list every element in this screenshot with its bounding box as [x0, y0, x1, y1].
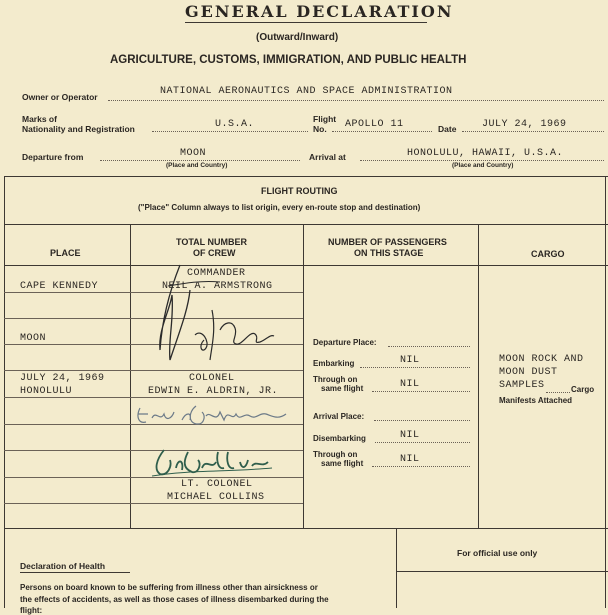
crew-armstrong-rank: COMMANDER	[187, 268, 246, 279]
aldrin-signature	[132, 398, 292, 432]
through-label-line2-arr: same flight	[321, 459, 364, 468]
arrival-place-label: Arrival Place:	[313, 412, 365, 421]
crew-armstrong-name: NEIL A. ARMSTRONG	[162, 281, 273, 292]
flight-value: APOLLO 11	[345, 119, 404, 130]
health-text-line1: Persons on board known to be suffering from illness other than airsickness or	[20, 583, 318, 592]
date-value: JULY 24, 1969	[482, 119, 567, 130]
col-divider-crew	[303, 224, 304, 528]
health-heading: Declaration of Health	[20, 561, 106, 571]
official-underline	[396, 571, 608, 572]
crew-aldrin-rank: COLONEL	[189, 373, 235, 384]
cargo-manifests: Manifests Attached	[499, 396, 573, 405]
disembarking-dotted	[375, 442, 470, 443]
through-value-dep: NIL	[400, 379, 420, 390]
through-dotted-dep	[372, 391, 470, 392]
marks-value: U.S.A.	[215, 119, 255, 130]
cargo-word: Cargo	[571, 385, 595, 394]
table-right-border	[605, 176, 606, 608]
place-date: JULY 24, 1969	[20, 373, 105, 384]
through-label-line2-dep: same flight	[321, 384, 364, 393]
departure-place-label: Departure Place:	[313, 338, 377, 347]
title-underline	[185, 22, 427, 23]
col-divider-place	[130, 224, 131, 528]
departure-dotted-line	[100, 160, 300, 161]
col-header-crew-line1: TOTAL NUMBER	[176, 237, 247, 247]
col-header-place: PLACE	[50, 248, 81, 258]
collins-signature	[148, 446, 278, 480]
crew-collins-rank: LT. COLONEL	[181, 479, 253, 490]
document-title: GENERAL DECLARATION	[185, 2, 454, 21]
owner-value: NATIONAL AERONAUTICS AND SPACE ADMINISTRATION	[160, 86, 453, 97]
cargo-line3: SAMPLES	[499, 380, 545, 391]
agencies-line: AGRICULTURE, CUSTOMS, IMMIGRATION, AND PUBLIC HEALTH	[110, 54, 467, 66]
col-divider-passengers	[478, 224, 479, 528]
cargo-line1: MOON ROCK AND	[499, 354, 584, 365]
col-header-pass-line1: NUMBER OF PASSENGERS	[328, 237, 447, 247]
through-label-line1-arr: Through on	[313, 450, 358, 459]
arrival-label: Arrival at	[309, 152, 346, 162]
arrival-place-dotted	[374, 420, 470, 421]
arrival-dotted-line	[360, 160, 604, 161]
place-moon: MOON	[20, 333, 47, 344]
row-line	[4, 370, 303, 371]
place-origin: CAPE KENNEDY	[20, 281, 99, 292]
cargo-dotted	[546, 392, 570, 393]
official-use-label: For official use only	[457, 548, 538, 558]
col-header-crew-line2: OF CREW	[193, 248, 236, 258]
through-value-arr: NIL	[400, 454, 420, 465]
embarking-dotted	[360, 367, 470, 368]
document-subtitle: (Outward/Inward)	[256, 32, 339, 43]
routing-note: ("Place" Column always to list origin, every en-route stop and destination)	[138, 203, 421, 212]
through-dotted-arr	[372, 466, 470, 467]
col-header-pass-line2: ON THIS STAGE	[354, 248, 424, 258]
table-left-border	[4, 176, 5, 608]
official-divider	[396, 528, 397, 608]
header-row-bottom	[4, 265, 608, 266]
embarking-value: NIL	[400, 355, 420, 366]
marks-label-line2: Nationality and Registration	[22, 124, 135, 134]
owner-dotted-line	[108, 100, 604, 101]
arrival-value: HONOLULU, HAWAII, U.S.A.	[407, 148, 564, 159]
flight-label-line1: Flight	[313, 114, 337, 124]
routing-heading: FLIGHT ROUTING	[261, 186, 338, 196]
cargo-line2: MOON DUST	[499, 367, 558, 378]
departure-sublabel: (Place and Country)	[166, 162, 228, 169]
crew-aldrin-name: EDWIN E. ALDRIN, JR.	[148, 386, 279, 397]
health-heading-underline	[20, 572, 130, 573]
flight-dotted-line	[332, 131, 432, 132]
departure-place-dotted	[388, 346, 470, 347]
health-text-line2: the effects of accidents, as well as those cases of illness disembarked during the	[20, 595, 329, 604]
table-bottom-border	[4, 528, 608, 529]
disembarking-value: NIL	[400, 430, 420, 441]
crew-collins-name: MICHAEL COLLINS	[167, 492, 265, 503]
departure-value: MOON	[180, 148, 207, 159]
armstrong-signature	[140, 250, 290, 370]
row-line	[4, 503, 303, 504]
marks-label-line1: Marks of	[22, 114, 57, 124]
date-label: Date	[438, 124, 457, 134]
through-label-line1-dep: Through on	[313, 375, 358, 384]
table-top-border	[4, 176, 608, 177]
disembarking-label: Disembarking	[313, 434, 366, 443]
date-dotted-line	[462, 131, 604, 132]
owner-label: Owner or Operator	[22, 92, 98, 102]
marks-dotted-line	[152, 131, 308, 132]
col-header-cargo: CARGO	[531, 249, 565, 259]
arrival-sublabel: (Place and Country)	[452, 162, 514, 169]
departure-label: Departure from	[22, 152, 84, 162]
embarking-label: Embarking	[313, 359, 355, 368]
flight-label-line2: No.	[313, 124, 327, 134]
health-text-line3: flight:	[20, 606, 43, 615]
header-row-top	[4, 224, 608, 225]
place-destination: HONOLULU	[20, 386, 73, 397]
